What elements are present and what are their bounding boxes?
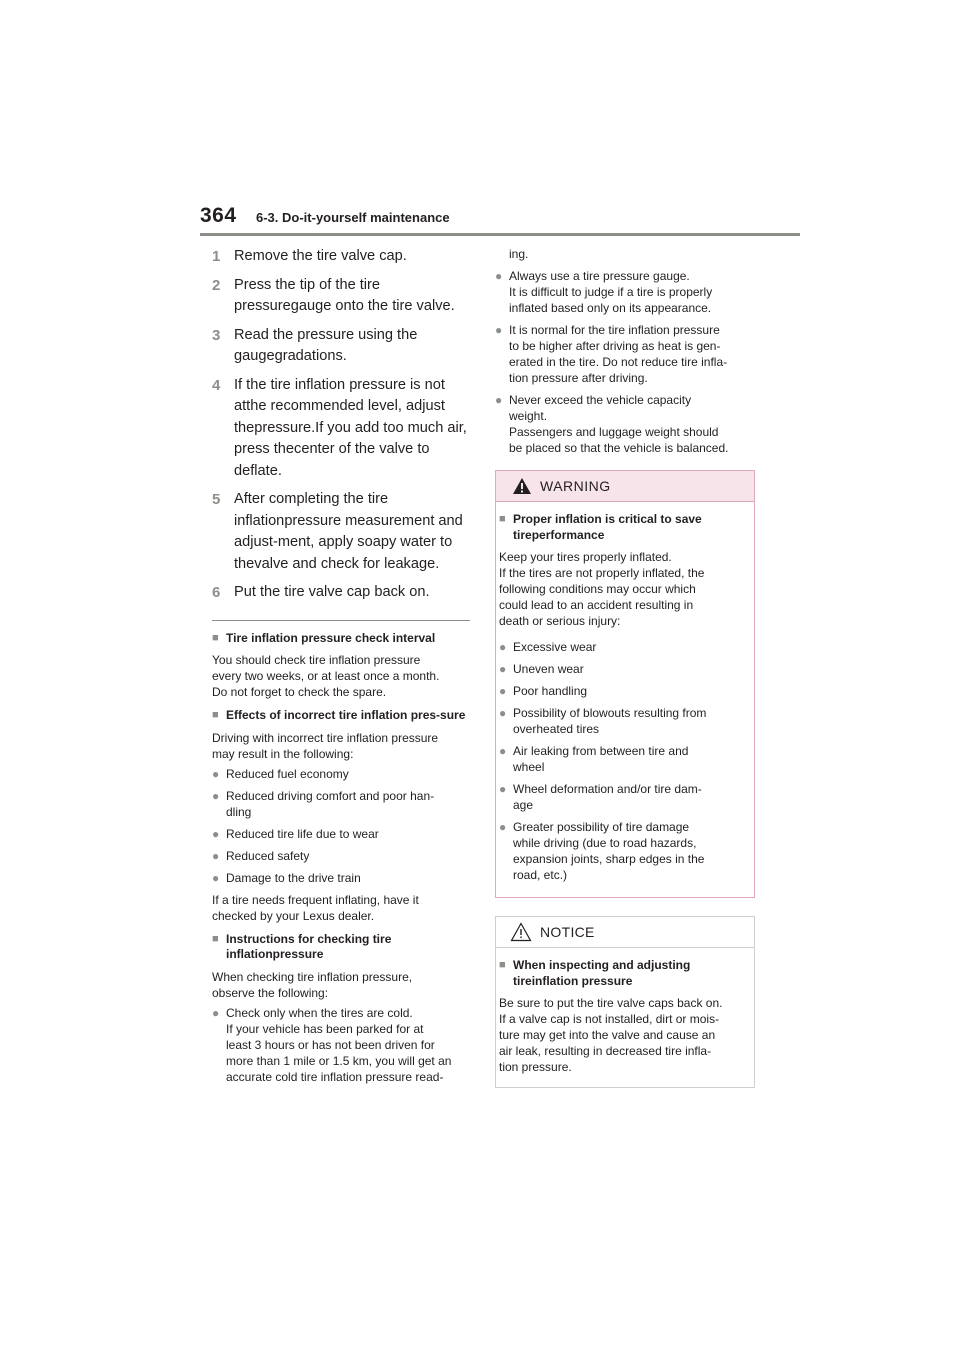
circle-bullet-icon: ● xyxy=(499,662,507,676)
step-line: pressure measurement and adjust- xyxy=(234,512,463,550)
circle-bullet-icon: ● xyxy=(212,826,220,841)
list-item-line: Always use a tire pressure gauge. xyxy=(509,269,690,283)
list-item-line: accurate cold tire inflation pressure read- xyxy=(226,1069,444,1084)
list-item-line: Uneven wear xyxy=(513,662,584,676)
list-item xyxy=(212,766,472,782)
step-item xyxy=(212,246,472,268)
step-line: Put the tire valve cap back on. xyxy=(234,584,430,600)
text-line: When checking tire inflation pressure, xyxy=(212,969,413,984)
circle-bullet-icon: ● xyxy=(499,684,507,698)
heading-text xyxy=(513,958,690,988)
step-number: 3 xyxy=(212,326,221,344)
heading-line: When inspecting and adjusting tire xyxy=(513,958,691,988)
text-line: air leak, resulting in decreased tire infla- xyxy=(499,1044,712,1058)
notice-box xyxy=(495,916,755,1088)
list-item-line: Reduced driving comfort and poor han- xyxy=(226,788,435,803)
step-text xyxy=(234,375,472,483)
notice-title: NOTICE xyxy=(540,924,595,940)
text-line: checked by your Lexus dealer. xyxy=(212,908,375,923)
text-line: Do not forget to check the spare. xyxy=(212,685,387,699)
circle-bullet-icon: ● xyxy=(212,766,220,781)
list-item-line: Greater possibility of tire damage xyxy=(513,820,690,834)
text-line: ture may get into the valve and cause an xyxy=(499,1028,716,1042)
step-line: gradations. xyxy=(274,348,347,364)
circle-bullet-icon: ● xyxy=(212,1005,220,1020)
list-item xyxy=(212,848,472,864)
step-line: center of the valve to deflate. xyxy=(234,441,430,479)
circle-bullet-icon: ● xyxy=(212,788,220,803)
list-item-line: dling xyxy=(226,804,252,819)
left-column xyxy=(212,246,472,1091)
section-title: 6-3. Do-it-yourself maintenance xyxy=(256,210,450,225)
list-item xyxy=(495,268,757,316)
list-item-line: Poor handling xyxy=(513,684,588,698)
list-item-line: Wheel deformation and/or tire dam- xyxy=(513,782,702,796)
heading-line: inflation pressure xyxy=(531,973,633,988)
list-item-line: inflated based only on its appearance. xyxy=(509,301,712,315)
step-list xyxy=(212,246,472,604)
step-number: 5 xyxy=(212,491,221,508)
step-line: After completing the tire inflation xyxy=(234,491,389,529)
interval-heading: ■ Tire inflation pressure check interval xyxy=(212,630,436,645)
list-item-line: If your vehicle has been parked for at xyxy=(226,1021,424,1036)
text-line: If the tires are not properly inflated, the xyxy=(499,566,705,580)
list-item xyxy=(499,683,751,699)
circle-bullet-icon: ● xyxy=(495,323,503,337)
step-item xyxy=(212,325,472,368)
square-icon: ■ xyxy=(212,932,219,945)
text-line: every two weeks, or at least once a month. xyxy=(212,669,440,683)
circle-bullet-icon: ● xyxy=(499,706,507,720)
warning-list xyxy=(499,639,751,883)
list-item-line: tion pressure after driving. xyxy=(509,371,648,385)
effects-heading xyxy=(212,708,472,724)
step-item xyxy=(212,489,472,575)
step-line: pressure. xyxy=(254,419,316,436)
effects-intro xyxy=(212,730,472,762)
effects-outro xyxy=(212,892,472,924)
circle-bullet-icon: ● xyxy=(212,848,220,863)
list-item xyxy=(499,661,751,677)
step-line: valve and check for leakage. xyxy=(254,555,440,572)
list-item xyxy=(212,788,472,820)
step-item xyxy=(212,582,472,604)
step-text xyxy=(234,582,472,604)
text-line: death or serious injury: xyxy=(499,614,621,628)
circle-bullet-icon: ● xyxy=(499,744,507,758)
text-line: Keep your tires properly inflated. xyxy=(499,550,672,564)
list-item-line: Never exceed the vehicle capacity xyxy=(509,393,692,407)
warning-box xyxy=(495,470,755,898)
list-item xyxy=(212,870,472,886)
warning-title: WARNING xyxy=(540,478,611,494)
list-item xyxy=(212,1005,472,1085)
circle-bullet-icon: ● xyxy=(212,870,220,885)
step-line: If you add too much air, press the xyxy=(234,419,467,457)
effects-list xyxy=(212,766,472,886)
step-line: ment, apply soapy water to the xyxy=(234,534,453,572)
step-line: Remove the tire valve cap. xyxy=(234,248,407,264)
list-item-line: Reduced safety xyxy=(226,848,310,863)
heading-text xyxy=(513,512,702,542)
list-item xyxy=(499,705,751,737)
list-item-line: Check only when the tires are cold. xyxy=(226,1005,413,1020)
step-text xyxy=(234,489,472,575)
step-line: gauge onto the tire valve. xyxy=(290,298,455,314)
list-item-line: Reduced tire life due to wear xyxy=(226,826,379,841)
step-item xyxy=(212,375,472,483)
list-item-line: It is normal for the tire inflation pressure xyxy=(509,323,720,337)
page-number: 364 xyxy=(200,204,237,227)
list-item-line: Possibility of blowouts resulting from xyxy=(513,706,707,720)
instructions-list xyxy=(212,1005,472,1085)
heading-line: Proper inflation is critical to save tire xyxy=(513,512,702,542)
heading-text xyxy=(226,932,391,962)
list-item xyxy=(499,743,751,775)
list-item-line: road, etc.) xyxy=(513,868,568,882)
step-line: Read the pressure using the gauge xyxy=(234,326,418,364)
list-item-line: weight. xyxy=(509,409,548,423)
step-line: the recommended level, adjust the xyxy=(234,398,445,436)
notice-header xyxy=(496,917,754,948)
step-item xyxy=(212,275,472,318)
notice-heading xyxy=(499,958,751,989)
list-item xyxy=(499,639,751,655)
list-item-line: Air leaking from between tire and xyxy=(513,744,689,758)
step-line: If the tire inflation pressure is not at xyxy=(234,376,445,414)
list-item-line: least 3 hours or has not been driven for xyxy=(226,1037,435,1052)
list-item-line: Passengers and luggage weight should xyxy=(509,425,719,439)
warning-intro xyxy=(499,549,751,629)
list-item xyxy=(212,826,472,842)
heading-line: performance xyxy=(531,527,605,542)
text-line: Driving with incorrect tire inflation pressure xyxy=(212,730,439,745)
heading-line: Effects of incorrect tire inflation pres- xyxy=(226,708,441,722)
warning-header xyxy=(496,471,754,502)
list-item-line: It is difficult to judge if a tire is properly xyxy=(509,285,713,299)
text-line: following conditions may occur which xyxy=(499,582,696,596)
list-item-line: overheated tires xyxy=(513,722,600,736)
step-number: 2 xyxy=(212,276,221,294)
interval-text xyxy=(212,652,472,700)
square-icon: ■ xyxy=(212,709,219,721)
square-icon: ■ xyxy=(212,631,219,644)
circle-bullet-icon: ● xyxy=(495,393,503,407)
list-item-line: be placed so that the vehicle is balanced. xyxy=(509,441,729,455)
steps-divider xyxy=(212,620,470,621)
list-item-line: erated in the tire. Do not reduce tire infla- xyxy=(509,355,728,369)
list-item-line: while driving (due to road hazards, xyxy=(513,836,697,850)
text-line: If a valve cap is not installed, dirt or mois- xyxy=(499,1012,720,1026)
list-item-line: Reduced fuel economy xyxy=(226,766,349,781)
list-item-line: wheel xyxy=(513,760,545,774)
warning-heading xyxy=(499,512,751,543)
list-item-line: to be higher after driving as heat is gen- xyxy=(509,339,721,353)
list-item-line: age xyxy=(513,798,534,812)
list-item xyxy=(495,322,757,386)
step-text xyxy=(234,275,472,318)
list-item-line: expansion joints, sharp edges in the xyxy=(513,852,705,866)
text-line: could lead to an accident resulting in xyxy=(499,598,694,612)
heading-text xyxy=(226,708,465,722)
tips-list xyxy=(495,268,757,456)
square-icon: ■ xyxy=(499,959,506,971)
step-number: 4 xyxy=(212,376,221,394)
step-text xyxy=(234,325,472,368)
list-item xyxy=(499,781,751,813)
circle-bullet-icon: ● xyxy=(499,820,507,834)
step-number: 6 xyxy=(212,584,221,601)
notice-body xyxy=(496,948,754,1087)
list-item-line: Damage to the drive train xyxy=(226,870,361,885)
list-item-line: more than 1 mile or 1.5 km, you will get an xyxy=(226,1053,452,1068)
circle-bullet-icon: ● xyxy=(495,269,503,283)
header-rule xyxy=(200,233,800,236)
text-line: Be sure to put the tire valve caps back on. xyxy=(499,996,723,1010)
text-line: tion pressure. xyxy=(499,1060,572,1074)
notice-triangle-icon xyxy=(510,922,532,942)
heading-line: Instructions for checking tire inflation xyxy=(226,931,392,961)
step-text xyxy=(234,246,472,268)
warning-triangle-icon xyxy=(512,477,532,495)
text-line: observe the following: xyxy=(212,985,329,1000)
text-line: You should check tire inflation pressure xyxy=(212,653,421,667)
heading-line: pressure xyxy=(272,947,324,961)
list-item xyxy=(495,392,757,456)
circle-bullet-icon: ● xyxy=(499,782,507,796)
instructions-heading xyxy=(212,932,472,963)
notice-text xyxy=(499,995,751,1075)
text-line: If a tire needs frequent inflating, have it xyxy=(212,892,419,907)
step-number: 1 xyxy=(212,248,221,265)
right-column xyxy=(495,246,757,1088)
list-item xyxy=(499,819,751,883)
heading-line: sure xyxy=(440,708,466,722)
square-icon: ■ xyxy=(499,513,506,525)
list-item-line: Excessive wear xyxy=(513,640,597,654)
step-line: Press the tip of the tire pressure xyxy=(234,276,381,314)
circle-bullet-icon: ● xyxy=(499,640,507,654)
instructions-intro xyxy=(212,969,472,1001)
text-line: may result in the following: xyxy=(212,746,354,761)
continued-text: ing. xyxy=(509,247,529,261)
warning-body xyxy=(496,502,754,897)
